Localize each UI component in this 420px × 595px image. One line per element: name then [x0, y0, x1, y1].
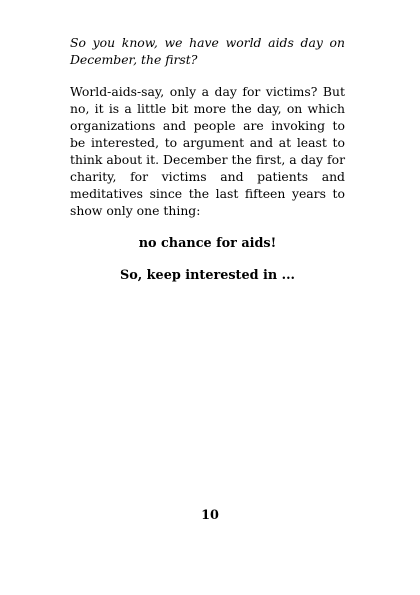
- page-content: [70, 34, 345, 284]
- closing-heading: So, keep interested in ...: [120, 268, 295, 283]
- body-paragraph: World-aids-say, only a day for victims? But no, it is a little bit more the day, on which organizations and people are invoking to be interested, to argument and at least to think about it. December the first, a day for charity, for victims and patients and meditatives since the last fifteen years to show only one thing:: [70, 84, 345, 218]
- slogan-heading: no chance for aids!: [138, 236, 277, 251]
- opening-question: So you know, we have world aids day on December, the first?: [70, 35, 345, 67]
- page-number: 10: [201, 508, 219, 523]
